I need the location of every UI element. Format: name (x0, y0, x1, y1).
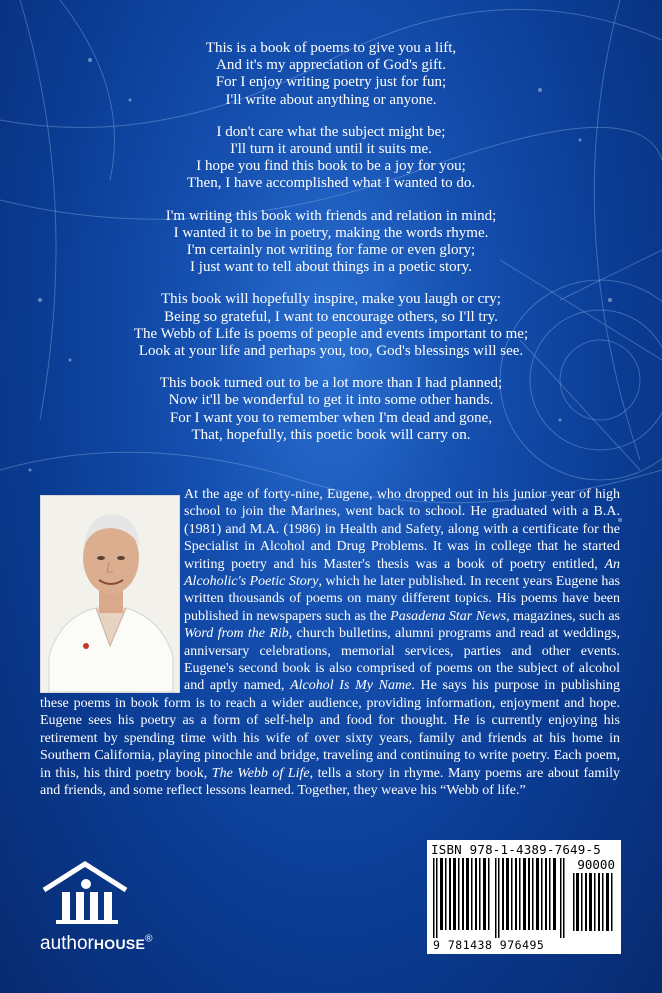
poem-line: Then, I have accomplished what I wanted to do. (186, 175, 476, 192)
bio-text: . He says his purpose in publishing these poems in book form is to reach a wider audience, providing information, enjoyment and hope. Eugene sees his poetry as a form of self-help and food for thought. He is currently enjoying his retirement by spending time with his wife of over sixty years, family and friends at his home in Southern California, playing pinochle and bridge, traveling and continuing to write poetry. Each poem, in this, his third poetry book, (40, 678, 620, 781)
magazine-title: Word from the Rib (184, 626, 289, 642)
poem-line: I don't care what the subject might be; (216, 123, 446, 140)
poem-line: This book turned out to be a lot more than I had planned; (159, 375, 503, 392)
poem-line: This book will hopefully inspire, make you laugh or cry; (161, 291, 501, 308)
poem-line: I'm certainly not writing for fame or even glory; (186, 242, 476, 259)
poem-line: Now it'll be wonderful to get it into some other hands. (168, 392, 494, 409)
book-title: Alcohol Is My Name (290, 678, 412, 694)
bio-text: At the age of forty-nine, Eugene, who dropped out in his junior year of high school to join the Marines, went back to school. He graduated with a B.A. (1981) and M.A. (1986) in Health and Safety, along with a certificate for the Specialist in Alcohol and Drug Problems. It was in college that he started writing poetry and his Master's thesis was a book of poetry entitled, (184, 487, 620, 572)
poem-line: This is a book of poems to give you a lift, (205, 40, 457, 56)
isbn-label: ISBN 978-1-4389-7649-5 (431, 842, 601, 857)
poem-line: I hope you find this book to be a joy for you; (196, 158, 466, 175)
poem-line: For I want you to remember when I'm dead and gone, (169, 409, 493, 426)
poem-line: Being so grateful, I want to encourage others, so I'll try. (164, 308, 498, 325)
poem-line: I'll turn it around until it suits me. (230, 141, 432, 158)
poem-line: I'm writing this book with friends and relation in mind; (165, 207, 497, 224)
publisher-name-part2: HOUSE (93, 936, 146, 952)
price-code: 90000 (577, 857, 615, 872)
registered-mark: ® (145, 933, 153, 945)
isbn-barcode (427, 840, 621, 954)
poem-line: Look at your life and perhaps you, too, God's blessings will see. (138, 343, 524, 360)
book-title: The Webb of Life (211, 765, 310, 781)
poem-stanza-3 (80, 208, 582, 277)
poem-stanza-4 (80, 291, 582, 360)
poem-line: And it's my appreciation of God's gift. (216, 57, 446, 74)
bio-text: , which he later published. In recent years Eugene has written thousands of poems on many different topics. His poems have been published in newspapers such as the (184, 574, 620, 624)
barcode-digits: 9 781438 976495 (433, 938, 545, 952)
poem-line: For I enjoy writing poetry just for fun; (215, 74, 447, 91)
poem-line: The Webb of Life is poems of people and events important to me; (133, 325, 529, 342)
publisher-name (40, 933, 153, 955)
poem-stanza-1 (80, 40, 582, 109)
bio-text: , church bulletins, alumni programs and read at weddings, anniversary celebrations, memorial services, parties and other events. Eugene's second book is also comprised of poems on the subject of alcohol and aptly named, (184, 626, 621, 694)
poem-stanza-5 (80, 375, 582, 444)
book-title: An Alcoholic's Poetic Story (184, 556, 620, 590)
bio-text: , magazines, such as (506, 608, 620, 624)
addon-barcode-bars (573, 873, 615, 931)
publisher-name-part1: author (40, 933, 94, 954)
poem-stanza-2 (80, 124, 582, 193)
main-barcode-bars (433, 858, 567, 938)
house-book-logo-icon (40, 860, 130, 930)
poem-line: That, hopefully, this poetic book will carry on. (191, 426, 471, 443)
author-biography (40, 486, 620, 799)
poem-line: I wanted it to be in poetry, making the words rhyme. (173, 224, 489, 241)
bio-text: , tells a story in rhyme. Many poems are about family and friends, and some reflect lessons learned. Together, they weave his “Webb of life.” (40, 765, 620, 798)
poem-line: I just want to tell about things in a poetic story. (190, 259, 472, 276)
newspaper-title: Pasadena Star News (390, 608, 507, 624)
photo-spacer (40, 486, 184, 688)
poem-line: I'll write about anything or anyone. (225, 91, 437, 108)
back-cover-poem (80, 40, 582, 459)
